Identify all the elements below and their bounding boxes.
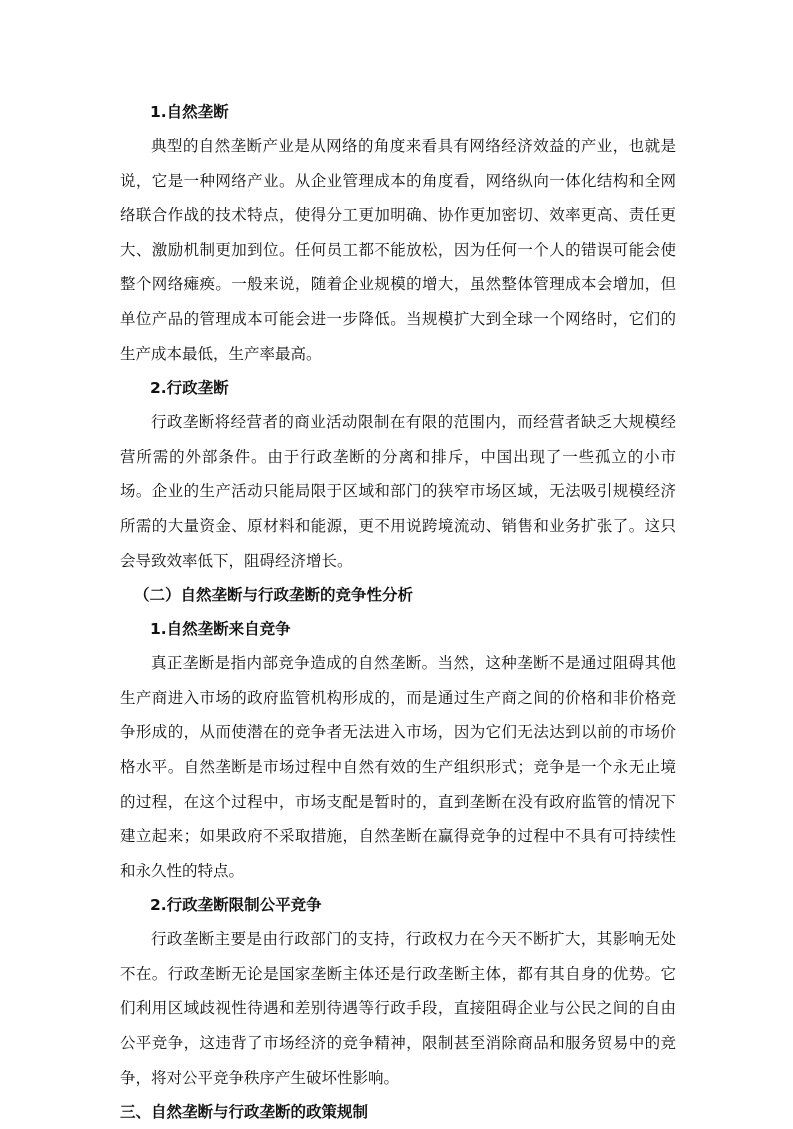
heading-natural-monopoly: 1.自然垄断: [150, 103, 229, 121]
heading-natural-monopoly-from-competition: 1.自然垄断来自竞争: [150, 620, 291, 639]
heading-policy-regulation: 三、自然垄断与行政垄断的政策规制: [120, 1103, 369, 1122]
heading-administrative-monopoly-limits-competition: 2.行政垄断限制公平竞争: [150, 896, 322, 915]
paragraph-natural-monopoly: 典型的自然垄断产业是从网络的角度来看具有网络经济效益的产业，也就是说，它是一种网络产业。从企业管理成本的角度看，网络纵向一体化结构和全网络联合作战的技术特点，使得分工更加明确、协作更加密切、效率更高、责任更大、激励机制更加到位。任何员工都不能放松，因为任何一个人的错误可能会使整个网络瘫痪。一般来说，随着企业规模的增大，虽然整体管理成本会增加，但单位产品的管理成本可能会进一步降低。当规模扩大到全球一个网络时，它们的生产成本最低，生产率最高。: [120, 137, 676, 363]
paragraph-natural-monopoly-from-competition: 真正垄断是指内部竞争造成的自然垄断。当然，这种垄断不是通过阻碍其他生产商进入市场的政府监管机构形成的，而是通过生产商之间的价格和非价格竞争形成的，从而使潜在的竞争者无法进入市场，因为它们无法达到以前的市场价格水平。自然垄断是市场过程中自然有效的生产组织形式；竞争是一个永无止境的过程，在这个过程中，市场支配是暂时的，直到垄断在没有政府监管的情况下建立起来；如果政府不采取措施，自然垄断在赢得竞争的过程中不具有可持续性和永久性的特点。: [120, 654, 676, 880]
heading-administrative-monopoly: 2.行政垄断: [150, 379, 229, 398]
paragraph-administrative-monopoly-limits-competition: 行政垄断主要是由行政部门的支持，行政权力在今天不断扩大，其影响无处不在。行政垄断无论是国家垄断主体还是行政垄断主体，都有其自身的优势。它们利用区域歧视性待遇和差别待遇等行政手段，直接阻碍企业与公民之间的自由公平竞争，这违背了市场经济的竞争精神，限制甚至消除商品和服务贸易中的竞争，将对公平竞争秩序产生破坏性影响。: [120, 930, 676, 1087]
paragraph-administrative-monopoly: 行政垄断将经营者的商业活动限制在有限的范围内，而经营者缺乏大规模经营所需的外部条件。由于行政垄断的分离和排斥，中国出现了一些孤立的小市场。企业的生产活动只能局限于区域和部门的狭窄市场区域，无法吸引规模经济所需的大量资金、原材料和能源，更不用说跨境流动、销售和业务扩张了。这只会导致效率低下，阻碍经济增长。: [120, 413, 676, 570]
document-body: [120, 95, 676, 1129]
heading-competition-analysis: （二）自然垄断与行政垄断的竞争性分析: [134, 586, 414, 605]
